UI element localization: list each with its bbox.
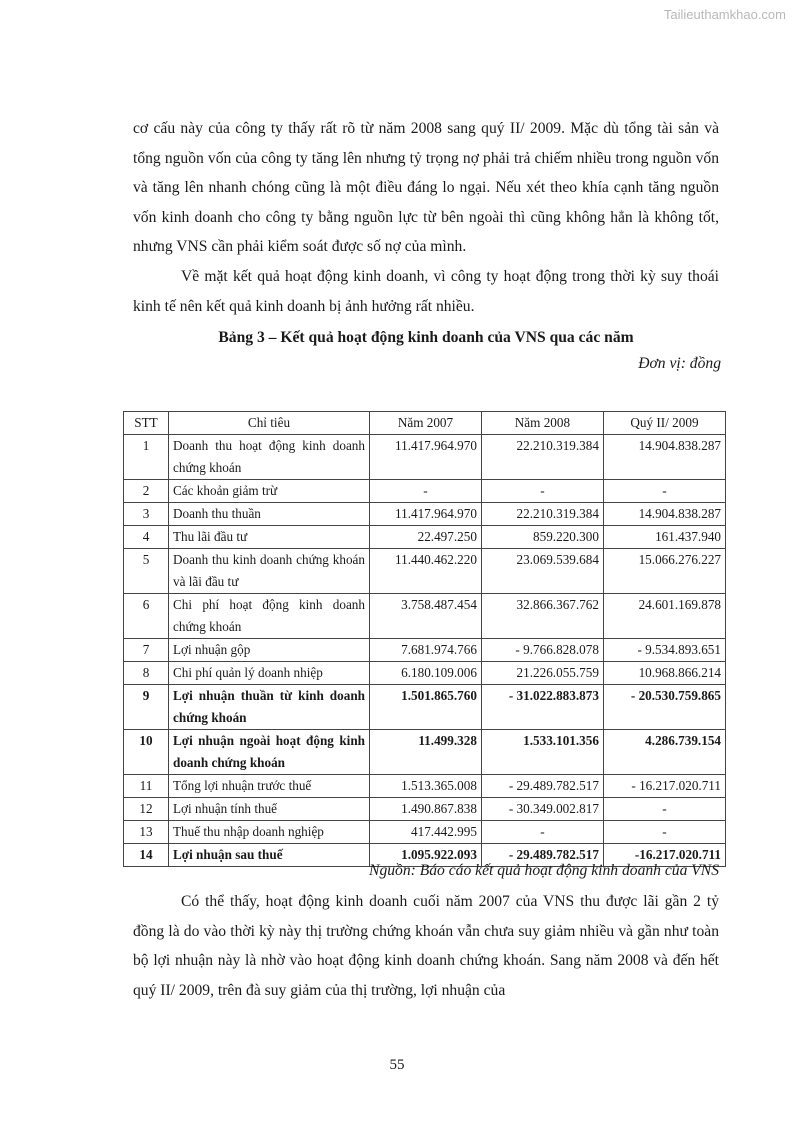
table-header-row — [124, 412, 726, 435]
cell-q2-2009: 4.286.739.154 — [603, 730, 725, 775]
cell-q2-2009: - — [603, 821, 725, 844]
table-title: Bảng 3 – Kết quả hoạt động kinh doanh của VNS qua các năm — [218, 329, 634, 347]
header-2007: Năm 2007 — [370, 412, 482, 435]
cell-q2-2009: - — [603, 480, 725, 503]
header-stt: STT — [124, 412, 169, 435]
cell-stt: 4 — [124, 526, 169, 549]
cell-2008: - 30.349.002.817 — [481, 798, 603, 821]
cell-stt: 14 — [124, 844, 169, 867]
cell-2008: 23.069.539.684 — [481, 549, 603, 594]
cell-stt: 2 — [124, 480, 169, 503]
cell-2007: 1.490.867.838 — [370, 798, 482, 821]
table-row — [124, 639, 726, 662]
cell-indicator: Doanh thu hoạt động kinh doanh chứng khoán — [169, 435, 370, 480]
table-row — [124, 503, 726, 526]
cell-2008: - — [481, 821, 603, 844]
cell-2007: 3.758.487.454 — [370, 594, 482, 639]
cell-stt: 8 — [124, 662, 169, 685]
cell-q2-2009: 161.437.940 — [603, 526, 725, 549]
table-row — [124, 435, 726, 480]
cell-stt: 3 — [124, 503, 169, 526]
cell-q2-2009: - 9.534.893.651 — [603, 639, 725, 662]
cell-2007: - — [370, 480, 482, 503]
cell-indicator: Các khoản giảm trừ — [169, 480, 370, 503]
cell-indicator: Thu lãi đầu tư — [169, 526, 370, 549]
table-row — [124, 730, 726, 775]
cell-2007: 11.499.328 — [370, 730, 482, 775]
table-row — [124, 821, 726, 844]
cell-2007: 11.417.964.970 — [370, 503, 482, 526]
cell-indicator: Lợi nhuận sau thuế — [169, 844, 370, 867]
cell-2008: - 9.766.828.078 — [481, 639, 603, 662]
cell-q2-2009: -16.217.020.711 — [603, 844, 725, 867]
cell-stt: 10 — [124, 730, 169, 775]
cell-2007: 1.501.865.760 — [370, 685, 482, 730]
cell-2008: - 31.022.883.873 — [481, 685, 603, 730]
cell-q2-2009: 14.904.838.287 — [603, 435, 725, 480]
paragraph: cơ cấu này của công ty thấy rất rõ từ năm 2008 sang quý II/ 2009. Mặc dù tổng tài sản và tổng nguồn vốn của công ty tăng lên nhưng tỷ trọng nợ phải trả chiếm nhiều trong nguồn vốn và tăng lên nhanh chóng cũng là một điều đáng lo ngại. Nếu xét theo khía cạnh tăng nguồn vốn kinh doanh cho công ty bằng nguồn lực từ bên ngoài thì cũng không hẳn là không tốt, nhưng VNS cần phải kiểm soát được số nợ của mình. — [133, 120, 719, 256]
body-text — [133, 114, 719, 375]
cell-2008: - 29.489.782.517 — [481, 844, 603, 867]
cell-2007: 7.681.974.766 — [370, 639, 482, 662]
cell-2007: 1.095.922.093 — [370, 844, 482, 867]
cell-2007: 417.442.995 — [370, 821, 482, 844]
cell-stt: 1 — [124, 435, 169, 480]
table-row — [124, 662, 726, 685]
cell-2007: 6.180.109.006 — [370, 662, 482, 685]
watermark: Tailieuthamkhao.com — [663, 7, 786, 22]
cell-2008: 859.220.300 — [481, 526, 603, 549]
page-number: 55 — [389, 1057, 405, 1073]
cell-2008: - 29.489.782.517 — [481, 775, 603, 798]
cell-stt: 9 — [124, 685, 169, 730]
cell-indicator: Tổng lợi nhuận trước thuế — [169, 775, 370, 798]
cell-q2-2009: 14.904.838.287 — [603, 503, 725, 526]
results-table — [123, 411, 726, 867]
table-row — [124, 480, 726, 503]
table-row — [124, 594, 726, 639]
cell-2007: 22.497.250 — [370, 526, 482, 549]
cell-q2-2009: - 20.530.759.865 — [603, 685, 725, 730]
cell-stt: 5 — [124, 549, 169, 594]
cell-2008: 22.210.319.384 — [481, 503, 603, 526]
cell-stt: 11 — [124, 775, 169, 798]
cell-indicator: Thuế thu nhập doanh nghiệp — [169, 821, 370, 844]
table-row — [124, 798, 726, 821]
header-2008: Năm 2008 — [481, 412, 603, 435]
cell-stt: 12 — [124, 798, 169, 821]
cell-q2-2009: 15.066.276.227 — [603, 549, 725, 594]
cell-2008: 22.210.319.384 — [481, 435, 603, 480]
table-row — [124, 775, 726, 798]
cell-stt: 6 — [124, 594, 169, 639]
paragraph: Có thể thấy, hoạt động kinh doanh cuối năm 2007 của VNS thu được lãi gần 2 tỷ đồng là do vào thời kỳ này thị trường chứng khoán vẫn chưa suy giảm nhiều và gần như toàn bộ lợi nhuận này là nhờ vào hoạt động kinh doanh chứng khoán. Sang năm 2008 và đến hết quý II/ 2009, trên đà suy giảm của thị trường, lợi nhuận của — [133, 893, 719, 999]
cell-q2-2009: 24.601.169.878 — [603, 594, 725, 639]
table-row — [124, 549, 726, 594]
table-unit: Đơn vị: đồng — [638, 355, 721, 373]
cell-indicator: Chi phí hoạt động kinh doanh chứng khoán — [169, 594, 370, 639]
cell-2007: 1.513.365.008 — [370, 775, 482, 798]
cell-2008: 1.533.101.356 — [481, 730, 603, 775]
cell-q2-2009: - 16.217.020.711 — [603, 775, 725, 798]
table-source: Nguồn: Báo cáo kết quả hoạt động kinh doanh của VNS — [369, 862, 719, 879]
cell-indicator: Lợi nhuận thuần từ kinh doanh chứng khoán — [169, 685, 370, 730]
body-text-after — [133, 887, 719, 1005]
cell-indicator: Lợi nhuận ngoài hoạt động kinh doanh chứng khoán — [169, 730, 370, 775]
cell-2008: - — [481, 480, 603, 503]
cell-q2-2009: - — [603, 798, 725, 821]
cell-2008: 32.866.367.762 — [481, 594, 603, 639]
cell-q2-2009: 10.968.866.214 — [603, 662, 725, 685]
cell-2008: 21.226.055.759 — [481, 662, 603, 685]
cell-indicator: Doanh thu kinh doanh chứng khoán và lãi đầu tư — [169, 549, 370, 594]
cell-indicator: Lợi nhuận gộp — [169, 639, 370, 662]
header-indicator: Chỉ tiêu — [169, 412, 370, 435]
cell-indicator: Chi phí quản lý doanh nhiệp — [169, 662, 370, 685]
paragraph: Về mặt kết quả hoạt động kinh doanh, vì công ty hoạt động trong thời kỳ suy thoái kinh tế nên kết quả kinh doanh bị ảnh hưởng rất nhiều. — [133, 267, 719, 315]
cell-indicator: Doanh thu thuần — [169, 503, 370, 526]
header-q2-2009: Quý II/ 2009 — [603, 412, 725, 435]
cell-2007: 11.417.964.970 — [370, 435, 482, 480]
table-row — [124, 526, 726, 549]
cell-stt: 7 — [124, 639, 169, 662]
table-row — [124, 685, 726, 730]
cell-stt: 13 — [124, 821, 169, 844]
cell-2007: 11.440.462.220 — [370, 549, 482, 594]
cell-indicator: Lợi nhuận tính thuế — [169, 798, 370, 821]
